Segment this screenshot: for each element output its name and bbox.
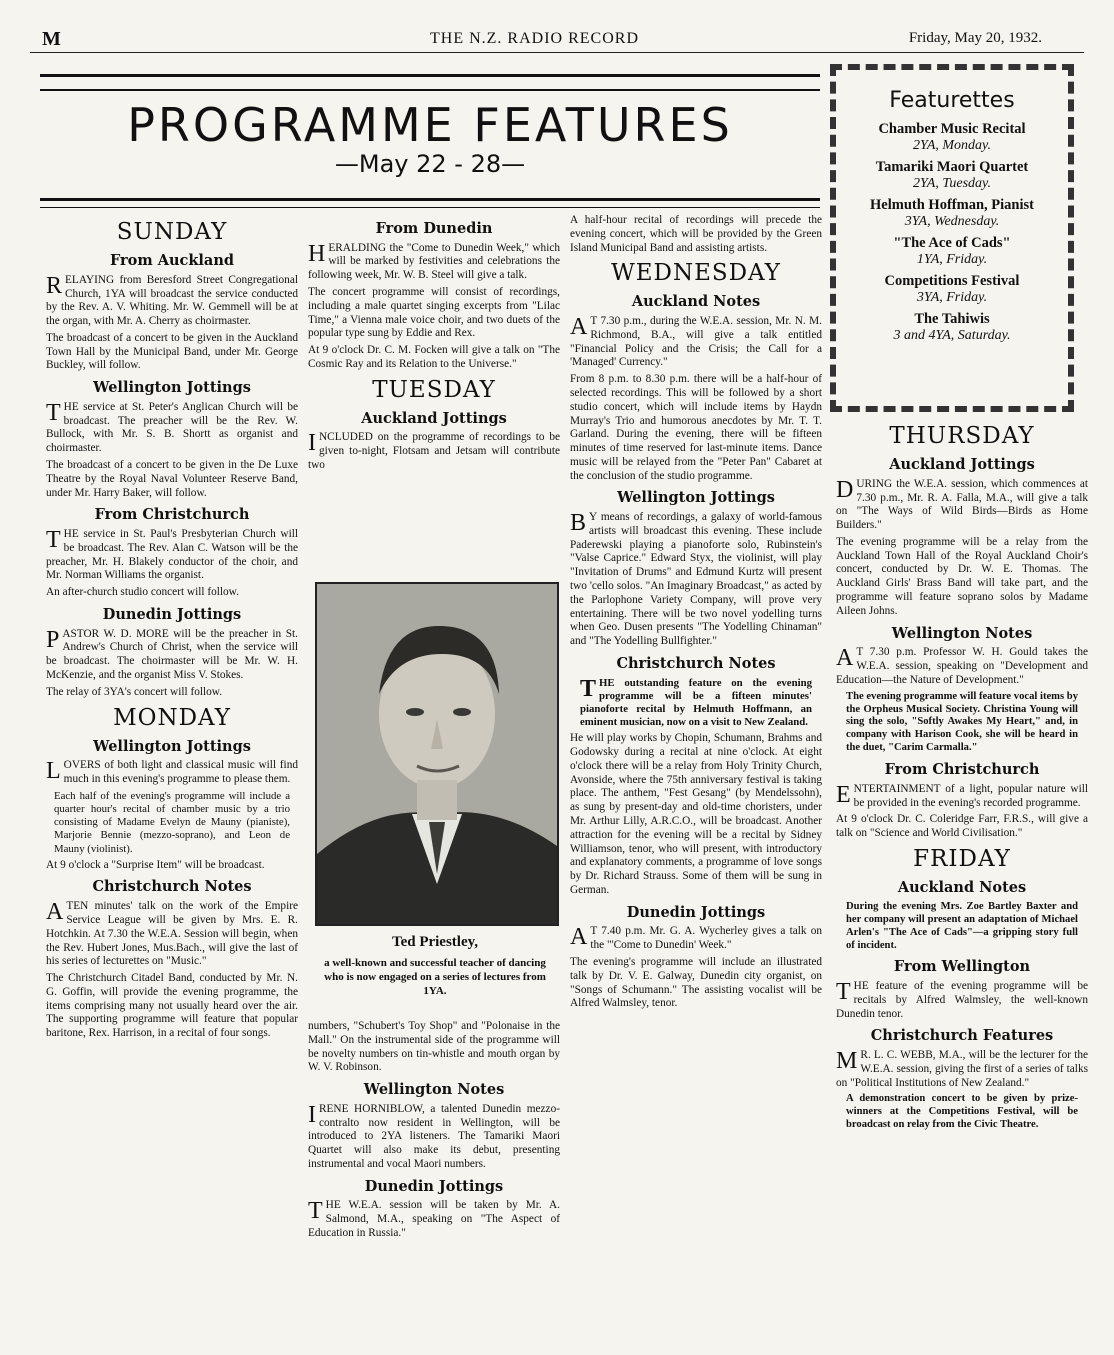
- paragraph: HERALDING the "Come to Dunedin Week," which will be marked by festivities and celebrations the following week, Mr. W. B. Steel will give a talk.: [308, 240, 560, 282]
- paragraph: DURING the W.E.A. session, which commences at 7.30 p.m., Mr. R. A. Falla, M.A., will give a talk on "The Ways of Wild Birds—Birds as Home Builders.": [836, 476, 1088, 532]
- paragraph: M R. L. C. WEBB, M.A., will be the lecturer for the W.E.A. session, giving the first of a series of talks on "Political Institutions of New Zealand.": [836, 1048, 1088, 1089]
- section-heading: Auckland Jottings: [889, 456, 1035, 474]
- section-heading: Wellington Notes: [891, 624, 1033, 642]
- column-3: [570, 214, 822, 1314]
- day-heading-wednesday: WEDNESDAY: [611, 260, 781, 287]
- paragraph: The broadcast of a concert to be given in the Auckland Town Hall by the Municipal Band, under Mr. George Buckley, will follow.: [46, 331, 298, 372]
- paragraph: He will play works by Chopin, Schumann, Brahms and Godowsky during a recital at nine o'clock. At eight o'clock there will be a relay from Holy Trinity Church, Avonside, where the 75th anniversary festival is taking place. The anthem, "Fest Gesang" (by Mendelssohn), as sung by present-day and old-time choristers, under Mr. Arthur Lilly, A.R.C.O., will be broadcast. Another attraction for the evening will be a recital by Sidney Williamson, tenor, who will present, with introductory and explanatory comments, a programme of love songs by Dr. Richard Strauss. Some of them will be sung in German.: [570, 732, 822, 896]
- drop-cap: M: [836, 1048, 858, 1075]
- featurette-item: [836, 197, 1068, 230]
- photo-caption: [315, 934, 555, 998]
- drop-cap: A: [836, 645, 854, 672]
- drop-cap: I: [308, 430, 316, 457]
- section-heading: From Auckland: [110, 252, 234, 270]
- featurette-name: Tamariki Maori Quartet: [875, 159, 1029, 175]
- issue-date: Friday, May 20, 1932.: [908, 30, 1042, 46]
- paragraph: The Christchurch Citadel Band, conducted by Mr. N. G. Goffin, will provide the evening programme, the items comprising many not usually heard over the air. The supporting programme will feature that popular baritone, Rex. Harrison, in a recital of four songs.: [46, 972, 298, 1040]
- paragraph: PASTOR W. D. MORE will be the preacher in St. Andrew's Church of Christ, when the service will be broadcast. The choirmaster will be Mr. W. H. McKenzie, and the organist Miss V. Stokes.: [46, 626, 298, 681]
- paragraph: A T 7.30 p.m. Professor W. H. Gould takes the W.E.A. session, speaking on "Development and Education—the Nature of Development.": [836, 645, 1088, 686]
- drop-cap: D: [836, 476, 854, 503]
- featurette-item: [836, 121, 1068, 154]
- drop-cap: T: [580, 675, 597, 702]
- paragraph: The concert programme will consist of recordings, including a male quartet singing excerpts from "Lilac Time," a Vienna male voice choir, and two duets of the popular type sung by Eddie and Rex.: [308, 286, 560, 340]
- portrait-illustration: [317, 584, 557, 924]
- portrait-photo: [315, 582, 559, 926]
- section-heading: From Christchurch: [94, 506, 250, 524]
- page-header: [30, 28, 1090, 52]
- drop-cap: T: [46, 527, 61, 554]
- featurettes-title: Featurettes: [889, 88, 1015, 113]
- paragraph: RELAYING from Beresford Street Congregational Church, 1YA will broadcast the service conducted by the Rev. A. V. Whiting. Mr. W. Gemmell will be at the organ, with Mr. A. Cherry as choirmaster.: [46, 272, 298, 328]
- drop-cap: P: [46, 626, 60, 653]
- masthead-logo: M: [42, 28, 61, 50]
- drop-cap: T: [308, 1198, 323, 1225]
- drop-cap: A: [570, 924, 588, 951]
- paragraph: THE service at St. Peter's Anglican Church will be broadcast. The preacher will be the Rev. W. Bullock, with Mr. S. B. Shortt as organist and choirmaster.: [46, 399, 298, 455]
- paragraph: The relay of 3YA's concert will follow.: [46, 685, 223, 698]
- section-heading: Wellington Jottings: [93, 379, 251, 397]
- paragraph: Each half of the evening's programme will include a quarter hour's recital of chamber music by a trio consisting of Madame Evelyn de Mauny (pianiste), Marjorie Bennie (mezzo-soprano), and Leon de Mauny (violinist).: [54, 789, 290, 855]
- day-heading-sunday: SUNDAY: [116, 219, 228, 245]
- featurette-item: [836, 235, 1068, 268]
- paragraph: ENTERTAINMENT of a light, popular nature will be provided in the evening's recorded programme.: [836, 781, 1088, 809]
- featurette-item: [836, 159, 1068, 192]
- paragraph: The evening's programme will include an illustrated talk by Dr. V. E. Galway, Dunedin city organist, on "Songs of Schumann." The assisting vocalist will be Alfred Walmsley, tenor.: [570, 955, 822, 1010]
- featurette-station: 1YA, Friday.: [916, 252, 988, 267]
- paragraph: numbers, "Schubert's Toy Shop" and "Polonaise in the Mall." On the instrumental side of the programme will be novelty numbers on tin-whistle and mouth organ by W. V. Robinson.: [308, 1020, 560, 1074]
- featurette-name: Helmuth Hoffman, Pianist: [870, 197, 1034, 213]
- paragraph: B Y means of recordings, a galaxy of world-famous artists will broadcast this evening. These include Paderewski playing a pianoforte solo, Rubinstein's "Valse Caprice." Edward Styx, the violinist, will play "Invitation of Drums" and Edmund Kurtz will present two 'cello solos. "An Imaginary Broadcast," as acted by the Parlophone Variety Company, will prove very entertaining. There will be two novel yodelling turns when Geo. Dusen presents "The Yodelling Chinaman" and "The Yodelling Bullfighter.": [570, 510, 822, 648]
- paragraph: INCLUDED on the programme of recordings to be given to-night, Flotsam and Jetsam will contribute two: [308, 430, 560, 472]
- featurette-name: Competitions Festival: [884, 273, 1020, 289]
- day-heading-tuesday: TUESDAY: [372, 376, 496, 403]
- paragraph: LOVERS of both light and classical music will find much in this evening's programme to please them.: [46, 758, 298, 786]
- drop-cap: H: [308, 240, 326, 267]
- featurette-station: 3 and 4YA, Saturday.: [893, 328, 1011, 343]
- section-heading: From Dunedin: [375, 220, 493, 237]
- banner-top-rule: [40, 74, 820, 91]
- featurette-station: 2YA, Monday.: [913, 138, 991, 153]
- featurette-station: 3YA, Wednesday.: [904, 214, 1000, 229]
- column-4: [836, 418, 1088, 1318]
- paragraph: From 8 p.m. to 8.30 p.m. there will be a half-hour of selected recordings. This will be followed by a short studio concert, which will include items by Haydn Murray's Trio and humorous anecdotes by Mr. T. T. Garland. During the evening, there will be fifteen minutes of time reserved for last-minute items. Dance music will be relayed from the "Peter Pan" Cabaret at the conclusion of the studio programme.: [570, 373, 822, 482]
- paragraph: At 9 o'clock a "Surprise Item" will be broadcast.: [46, 858, 265, 871]
- featurette-name: "The Ace of Cads": [893, 235, 1011, 251]
- column-2-top: [308, 214, 560, 576]
- drop-cap: E: [836, 781, 851, 808]
- drop-cap: L: [46, 758, 61, 785]
- paragraph: IRENE HORNIBLOW, a talented Dunedin mezzo-contralto now resident in Wellington, will be introduced to 2YA listeners. The Tamariki Maori Quartet will also make its debut, presenting instrumental and vocal Maori numbers.: [308, 1101, 560, 1170]
- header-rule: [30, 52, 1084, 53]
- paragraph: THE outstanding feature on the evening programme will be a fifteen minutes' pianoforte recital by Helmuth Hoffmann, an eminent musician, now on a visit to New Zealand.: [580, 675, 812, 729]
- section-heading: Auckland Notes: [631, 293, 761, 311]
- day-heading-friday: FRIDAY: [913, 846, 1011, 872]
- paragraph: THE feature of the evening programme will be recitals by Alfred Walmsley, the well-known Dunedin tenor.: [836, 979, 1088, 1020]
- drop-cap: T: [836, 979, 851, 1006]
- featurette-station: 3YA, Friday.: [916, 290, 988, 305]
- page-subtitle: —May 22 - 28—: [334, 150, 526, 178]
- paragraph: A half-hour recital of recordings will precede the evening concert, which will be provided by the Green Island Municipal Band and assisting artists.: [570, 214, 822, 254]
- section-heading: Auckland Jottings: [361, 409, 507, 427]
- section-heading: Dunedin Jottings: [364, 1177, 504, 1195]
- day-heading-monday: MONDAY: [113, 704, 231, 731]
- section-heading: Christchurch Notes: [616, 654, 776, 672]
- section-heading: Dunedin Jottings: [626, 903, 766, 921]
- section-heading: Dunedin Jottings: [102, 605, 242, 623]
- column-2-bottom: [308, 1020, 560, 1310]
- paragraph: An after-church studio concert will follow.: [46, 586, 239, 599]
- drop-cap: B: [570, 510, 587, 537]
- section-heading: Christchurch Notes: [92, 878, 252, 896]
- featurette-item: [836, 311, 1068, 344]
- photo-caption-name: Ted Priestley,: [391, 934, 479, 950]
- section-heading: Wellington Jottings: [617, 489, 775, 507]
- paragraph: During the evening Mrs. Zoe Bartley Baxter and her company will present an adaptation of Michael Arlen's "The Ace of Cads"—a gripping story full of incident.: [846, 900, 1078, 951]
- page-title: PROGRAMME FEATURES: [127, 98, 733, 152]
- drop-cap: T: [46, 399, 61, 426]
- paper-name: THE N.Z. RADIO RECORD: [430, 30, 639, 47]
- photo-caption-text: a well-known and successful teacher of dancing who is now engaged on a series of lectures from 1YA.: [324, 957, 546, 997]
- paragraph: THE W.E.A. session will be taken by Mr. A. Salmond, M.A., speaking on "The Aspect of Education in Russia.": [308, 1198, 560, 1239]
- section-heading: Wellington Jottings: [93, 737, 251, 755]
- section-heading: Wellington Notes: [363, 1081, 505, 1099]
- paragraph: A T 7.40 p.m. Mr. G. A. Wycherley gives a talk on the "'Come to Dunedin' Week.": [570, 924, 822, 952]
- paragraph: The evening programme will be a relay from the Auckland Town Hall of the Royal Auckland Choir's concert, conducted by Dr. W. E. Thomas. The Auckland Girls' Brass Band will take part, and the programme will feature soprano solos by Madame Aileen Johns.: [836, 535, 1088, 617]
- featurette-item: [836, 273, 1068, 306]
- paragraph: A T 7.30 p.m., during the W.E.A. session, Mr. N. M. Richmond, B.A., will give a talk entitled "Financial Policy and the Crisis; the Call for a 'Managed' Currency.": [570, 314, 822, 369]
- featurettes-box: [830, 64, 1074, 412]
- paragraph: ATEN minutes' talk on the work of the Empire Service League will be given by Mrs. E. R. Hotchkin. At 7.30 the W.E.A. Session will begin, when the Rev. Hubert Jones, Mus.Bach., will give the last of his series of lecturettes on "Music.": [46, 899, 298, 968]
- paragraph: THE service in St. Paul's Presbyterian Church will be broadcast. The Rev. Alan C. Watson will be the preacher, Mr. H. Blakely conductor of the choir, and Mr. Norman Williams the organist.: [46, 527, 298, 582]
- section-heading: Christchurch Features: [870, 1027, 1054, 1045]
- paragraph: At 9 o'clock Dr. C. M. Focken will give a talk on "The Cosmic Ray and its Relation to the Universe.": [308, 344, 560, 370]
- section-heading: From Christchurch: [884, 761, 1040, 779]
- drop-cap: A: [570, 314, 588, 341]
- drop-cap: I: [308, 1101, 316, 1128]
- featurette-station: 2YA, Tuesday.: [913, 176, 991, 191]
- section-heading: Auckland Notes: [897, 879, 1027, 897]
- day-heading-thursday: THURSDAY: [889, 423, 1035, 449]
- drop-cap: A: [46, 899, 64, 926]
- section-heading: From Wellington: [893, 958, 1031, 976]
- paragraph: The evening programme will feature vocal items by the Orpheus Musical Society. Christina Young will sing the solo, "Softly Awakes My Heart," and, in company with Harison Cook, she will be heard in the duet, "Carim Carmalla.": [846, 690, 1078, 754]
- featurette-name: The Tahiwis: [914, 311, 990, 327]
- paragraph: A demonstration concert to be given by prize-winners at the Competitions Festival, will be broadcast on relay from the Civic Theatre.: [846, 1093, 1078, 1131]
- banner-bottom-rule: [40, 198, 820, 208]
- paragraph: The broadcast of a concert to be given in the De Luxe Theatre by the Royal Naval Volunteer Reserve Band, under Mr. Harry Baker, will follow.: [46, 459, 298, 499]
- featurette-name: Chamber Music Recital: [878, 121, 1026, 137]
- column-1: [46, 214, 298, 1314]
- drop-cap: R: [46, 272, 63, 299]
- paragraph: At 9 o'clock Dr. C. Coleridge Farr, F.R.S., will give a talk on "Science and World Civilisation.": [836, 813, 1088, 840]
